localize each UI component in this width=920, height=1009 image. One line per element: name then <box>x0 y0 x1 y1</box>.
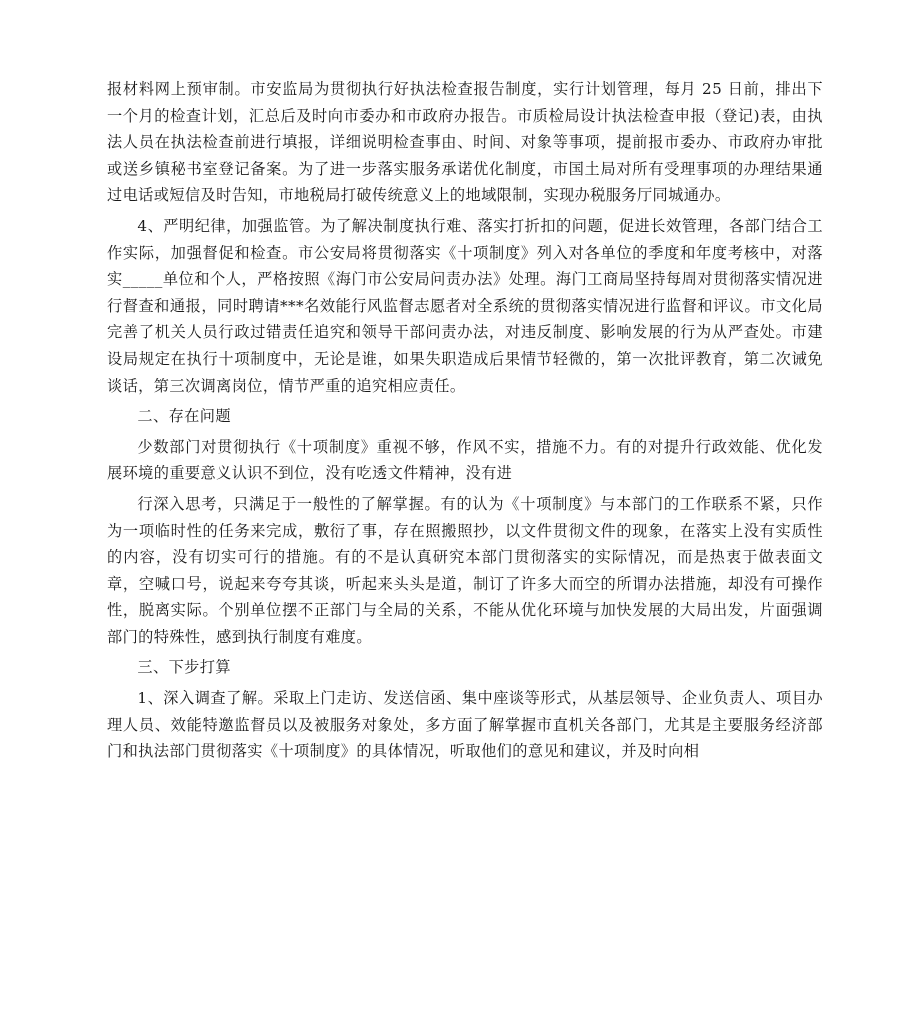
document-body <box>107 76 823 765</box>
section-heading-next-steps: 三、下步打算 <box>137 658 231 677</box>
paragraph-discipline: 4、严明纪律，加强监管。为了解决制度执行难、落实打折扣的问题，促进长效管理，各部门结合工作实际，加强督促和检查。市公安局将贯彻落实《十项制度》列入对各单位的季度和年度考核中，对落实_____单位和个人，严格按照《海门市公安局问责办法》处理。海门工商局坚持每周对贯彻落实情况进行督查和通报，同时聘请***名效能行风监督志愿者对全系统的贯彻落实情况进行监督和评议。市文化局完善了机关人员行政过错责任追究和领导干部问责办法，对违反制度、影响发展的行为从严查处。市建设局规定在执行十项制度中，无论是谁，如果失职造成后果情节轻微的，第一次批评教育，第二次诫免谈话，第三次调离岗位，情节严重的追究相应责任。 <box>107 216 823 395</box>
paragraph-problems-intro: 少数部门对贯彻执行《十项制度》重视不够，作风不实，措施不力。有的对提升行政效能、优化发展环境的重要意义认识不到位，没有吃透文件精神，没有进 <box>107 437 823 483</box>
section-heading-problems: 二、存在问题 <box>137 407 231 426</box>
paragraph-investigation: 1、深入调查了解。采取上门走访、发送信函、集中座谈等形式，从基层领导、企业负责人、项目办理人员、效能特邀监督员以及被服务对象处，多方面了解掌握市直机关各部门，尤其是主要服务经济部门和执法部门贯彻落实《十项制度》的具体情况，听取他们的意见和建议，并及时向相 <box>107 689 823 761</box>
paragraph-continuation: 报材料网上预审制。市安监局为贯彻执行好执法检查报告制度，实行计划管理，每月 25 日前，排出下一个月的检查计划，汇总后及时向市委办和市政府办报告。市质检局设计执法检查申报（登记)表，由执法人员在执法检查前进行填报，详细说明检查事由、时间、对象等事项，提前报市委办、市政府办审批或送乡镇秘书室登记备案。为了进一步落实服务承诺优化制度，市国土局对所有受理事项的办理结果通过电话或短信及时告知，市地税局打破传统意义上的地域限制，实现办税服务厅同城通办。 <box>107 80 823 205</box>
paragraph-problems-detail: 行深入思考，只满足于一般性的了解掌握。有的认为《十项制度》与本部门的工作联系不紧，只作为一项临时性的任务来完成，敷衍了事，存在照搬照抄，以文件贯彻文件的现象，在落实上没有实质性的内容，没有切实可行的措施。有的不是认真研究本部门贯彻落实的实际情况，而是热衷于做表面文章，空喊口号，说起来夸夸其谈，听起来头头是道，制订了许多大而空的所谓办法措施，却没有可操作性，脱离实际。个别单位摆不正部门与全局的关系，不能从优化环境与加快发展的大局出发，片面强调部门的特殊性，感到执行制度有难度。 <box>107 494 823 646</box>
